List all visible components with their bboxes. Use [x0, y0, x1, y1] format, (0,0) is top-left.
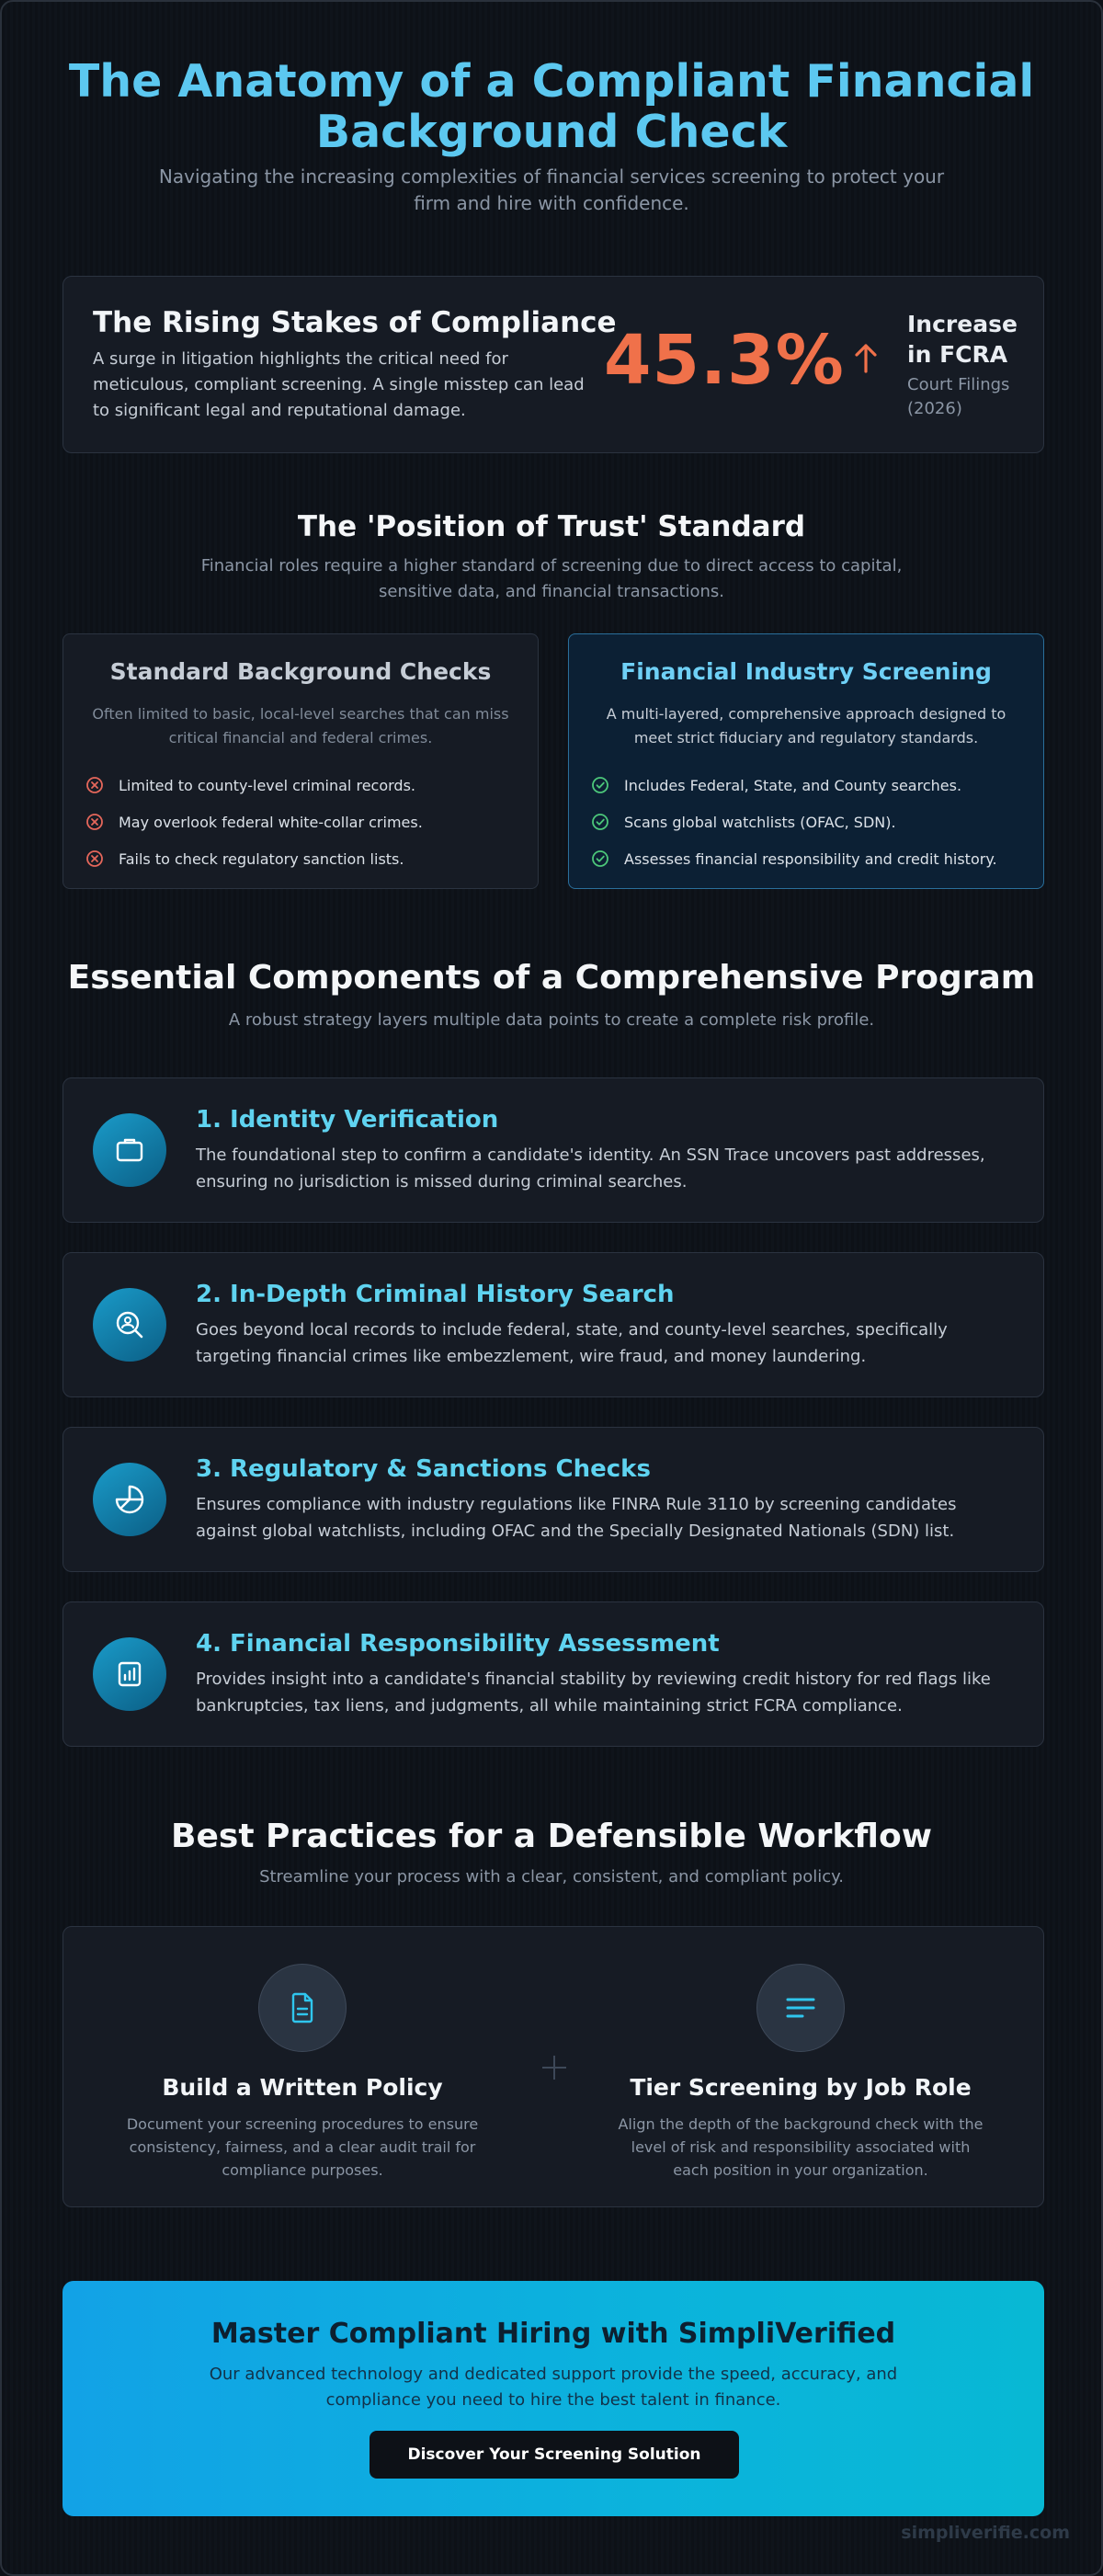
list-item-text: Limited to county-level criminal records. [119, 776, 415, 794]
component-badge [93, 1288, 166, 1362]
practice-body: Align the depth of the background check with the level of risk and responsibility associated with each position in your organization. [618, 2115, 984, 2179]
trust-section-title: The 'Position of Trust' Standard [297, 510, 806, 543]
component-body: Provides insight into a candidate's financial stability by reviewing credit history for red flags like bankruptcies, tax liens, and judgments, all while maintaining strict FCRA compliance. [196, 1670, 991, 1715]
practice-badge [258, 1964, 347, 2052]
footer-brand: simpliverifie.com [901, 2523, 1070, 2543]
list-item [591, 767, 1025, 804]
list-item [85, 804, 519, 840]
document-icon [284, 1989, 321, 2026]
stakes-card [63, 276, 1044, 453]
stakes-title: The Rising Stakes of Compliance [93, 306, 617, 339]
list-item-text: Assesses financial responsibility and credit history. [624, 849, 997, 868]
trust-section-subtitle: Financial roles require a higher standard of screening due to direct access to capital, sensitive data, and financial transactions. [200, 556, 903, 601]
page-title: The Anatomy of a Compliant Financial Background Check [68, 55, 1035, 158]
practice-written-policy [109, 1964, 495, 2182]
list-item-text: Scans global watchlists (OFAC, SDN). [624, 813, 896, 831]
component-card-regulatory [63, 1427, 1044, 1572]
x-circle-icon [85, 813, 104, 831]
stat-label-secondary: Court Filings (2026) [907, 375, 1010, 419]
plus-icon [540, 2054, 568, 2081]
list-item [591, 840, 1025, 877]
standard-checks-title: Standard Background Checks [109, 658, 492, 685]
stat-label [907, 310, 1036, 421]
financial-screening-card [568, 633, 1044, 889]
practices-section-subtitle: Streamline your process with a clear, consistent, and compliant policy. [259, 1867, 844, 1886]
components-section-subtitle: A robust strategy layers multiple data points to create a complete risk profile. [228, 1010, 875, 1030]
practice-badge [756, 1964, 845, 2052]
x-circle-icon [85, 849, 104, 868]
list-item [85, 840, 519, 877]
practices-card [63, 1926, 1044, 2207]
practice-title: Build a Written Policy [162, 2074, 443, 2101]
id-card-icon [113, 1134, 146, 1167]
financial-screening-list [591, 767, 1025, 877]
list-item-text: Includes Federal, State, and County searches. [624, 776, 962, 794]
pie-chart-icon [113, 1483, 146, 1516]
component-badge [93, 1637, 166, 1711]
standard-checks-desc: Often limited to basic, local-level searches that can miss critical financial and federal crimes. [92, 705, 509, 747]
list-item [85, 767, 519, 804]
practice-body: Document your screening procedures to ensure consistency, fairness, and a clear audit trail for compliance purposes. [126, 2115, 479, 2179]
component-badge [93, 1463, 166, 1536]
component-card-financial-responsibility [63, 1601, 1044, 1747]
search-person-icon [112, 1307, 147, 1342]
component-title: 3. Regulatory & Sanctions Checks [196, 1455, 651, 1483]
components-section-title: Essential Components of a Comprehensive Program [67, 959, 1036, 997]
check-circle-icon [591, 776, 609, 794]
arrow-up-icon [854, 341, 878, 374]
stat-label-primary: Increase in FCRA [907, 311, 1018, 368]
stakes-body: A surge in litigation highlights the critical need for meticulous, compliant screening. A single misstep can lead to significant legal and reputational damage. [93, 349, 585, 420]
component-title: 2. In-Depth Criminal History Search [196, 1281, 675, 1308]
standard-checks-card [63, 633, 539, 889]
list-item-text: May overlook federal white-collar crimes. [119, 813, 423, 831]
page-subtitle: Navigating the increasing complexities of financial services screening to protect your firm and hire with confidence. [158, 165, 945, 214]
component-card-criminal-history [63, 1252, 1044, 1397]
stat-value: 45.3% [604, 321, 845, 400]
cta-banner [63, 2281, 1044, 2516]
practice-title: Tier Screening by Job Role [630, 2074, 972, 2101]
x-circle-icon [85, 776, 104, 794]
list-item-text: Fails to check regulatory sanction lists. [119, 849, 404, 868]
financial-screening-title: Financial Industry Screening [620, 658, 992, 685]
standard-checks-list [85, 767, 519, 877]
practice-tier-screening [608, 1964, 994, 2182]
component-body: Ensures compliance with industry regulations like FINRA Rule 3110 by screening candidates against global watchlists, including OFAC and the Specially Designated Nationals (SDN) list. [196, 1495, 957, 1541]
cta-title: Master Compliant Hiring with SimpliVerified [210, 2318, 896, 2350]
bar-chart-icon [113, 1658, 146, 1691]
discover-solution-button[interactable]: Discover Your Screening Solution [370, 2431, 739, 2479]
cta-body: Our advanced technology and dedicated support provide the speed, accuracy, and compliance you need to hire the best talent in finance. [209, 2365, 898, 2410]
financial-screening-desc: A multi-layered, comprehensive approach designed to meet strict fiduciary and regulatory standards. [606, 705, 1006, 747]
component-badge [93, 1113, 166, 1187]
component-title: 1. Identity Verification [196, 1106, 499, 1134]
component-body: The foundational step to confirm a candidate's identity. An SSN Trace uncovers past addresses, ensuring no jurisdiction is missed during criminal searches. [196, 1146, 985, 1191]
list-item [591, 804, 1025, 840]
practices-section-title: Best Practices for a Defensible Workflow [171, 1818, 932, 1855]
check-circle-icon [591, 849, 609, 868]
component-title: 4. Financial Responsibility Assessment [196, 1630, 720, 1658]
lines-icon [782, 1989, 819, 2026]
check-circle-icon [591, 813, 609, 831]
component-card-identity [63, 1077, 1044, 1223]
component-body: Goes beyond local records to include federal, state, and county-level searches, specifically targeting financial crimes like embezzlement, wire fraud, and money laundering. [196, 1320, 948, 1366]
